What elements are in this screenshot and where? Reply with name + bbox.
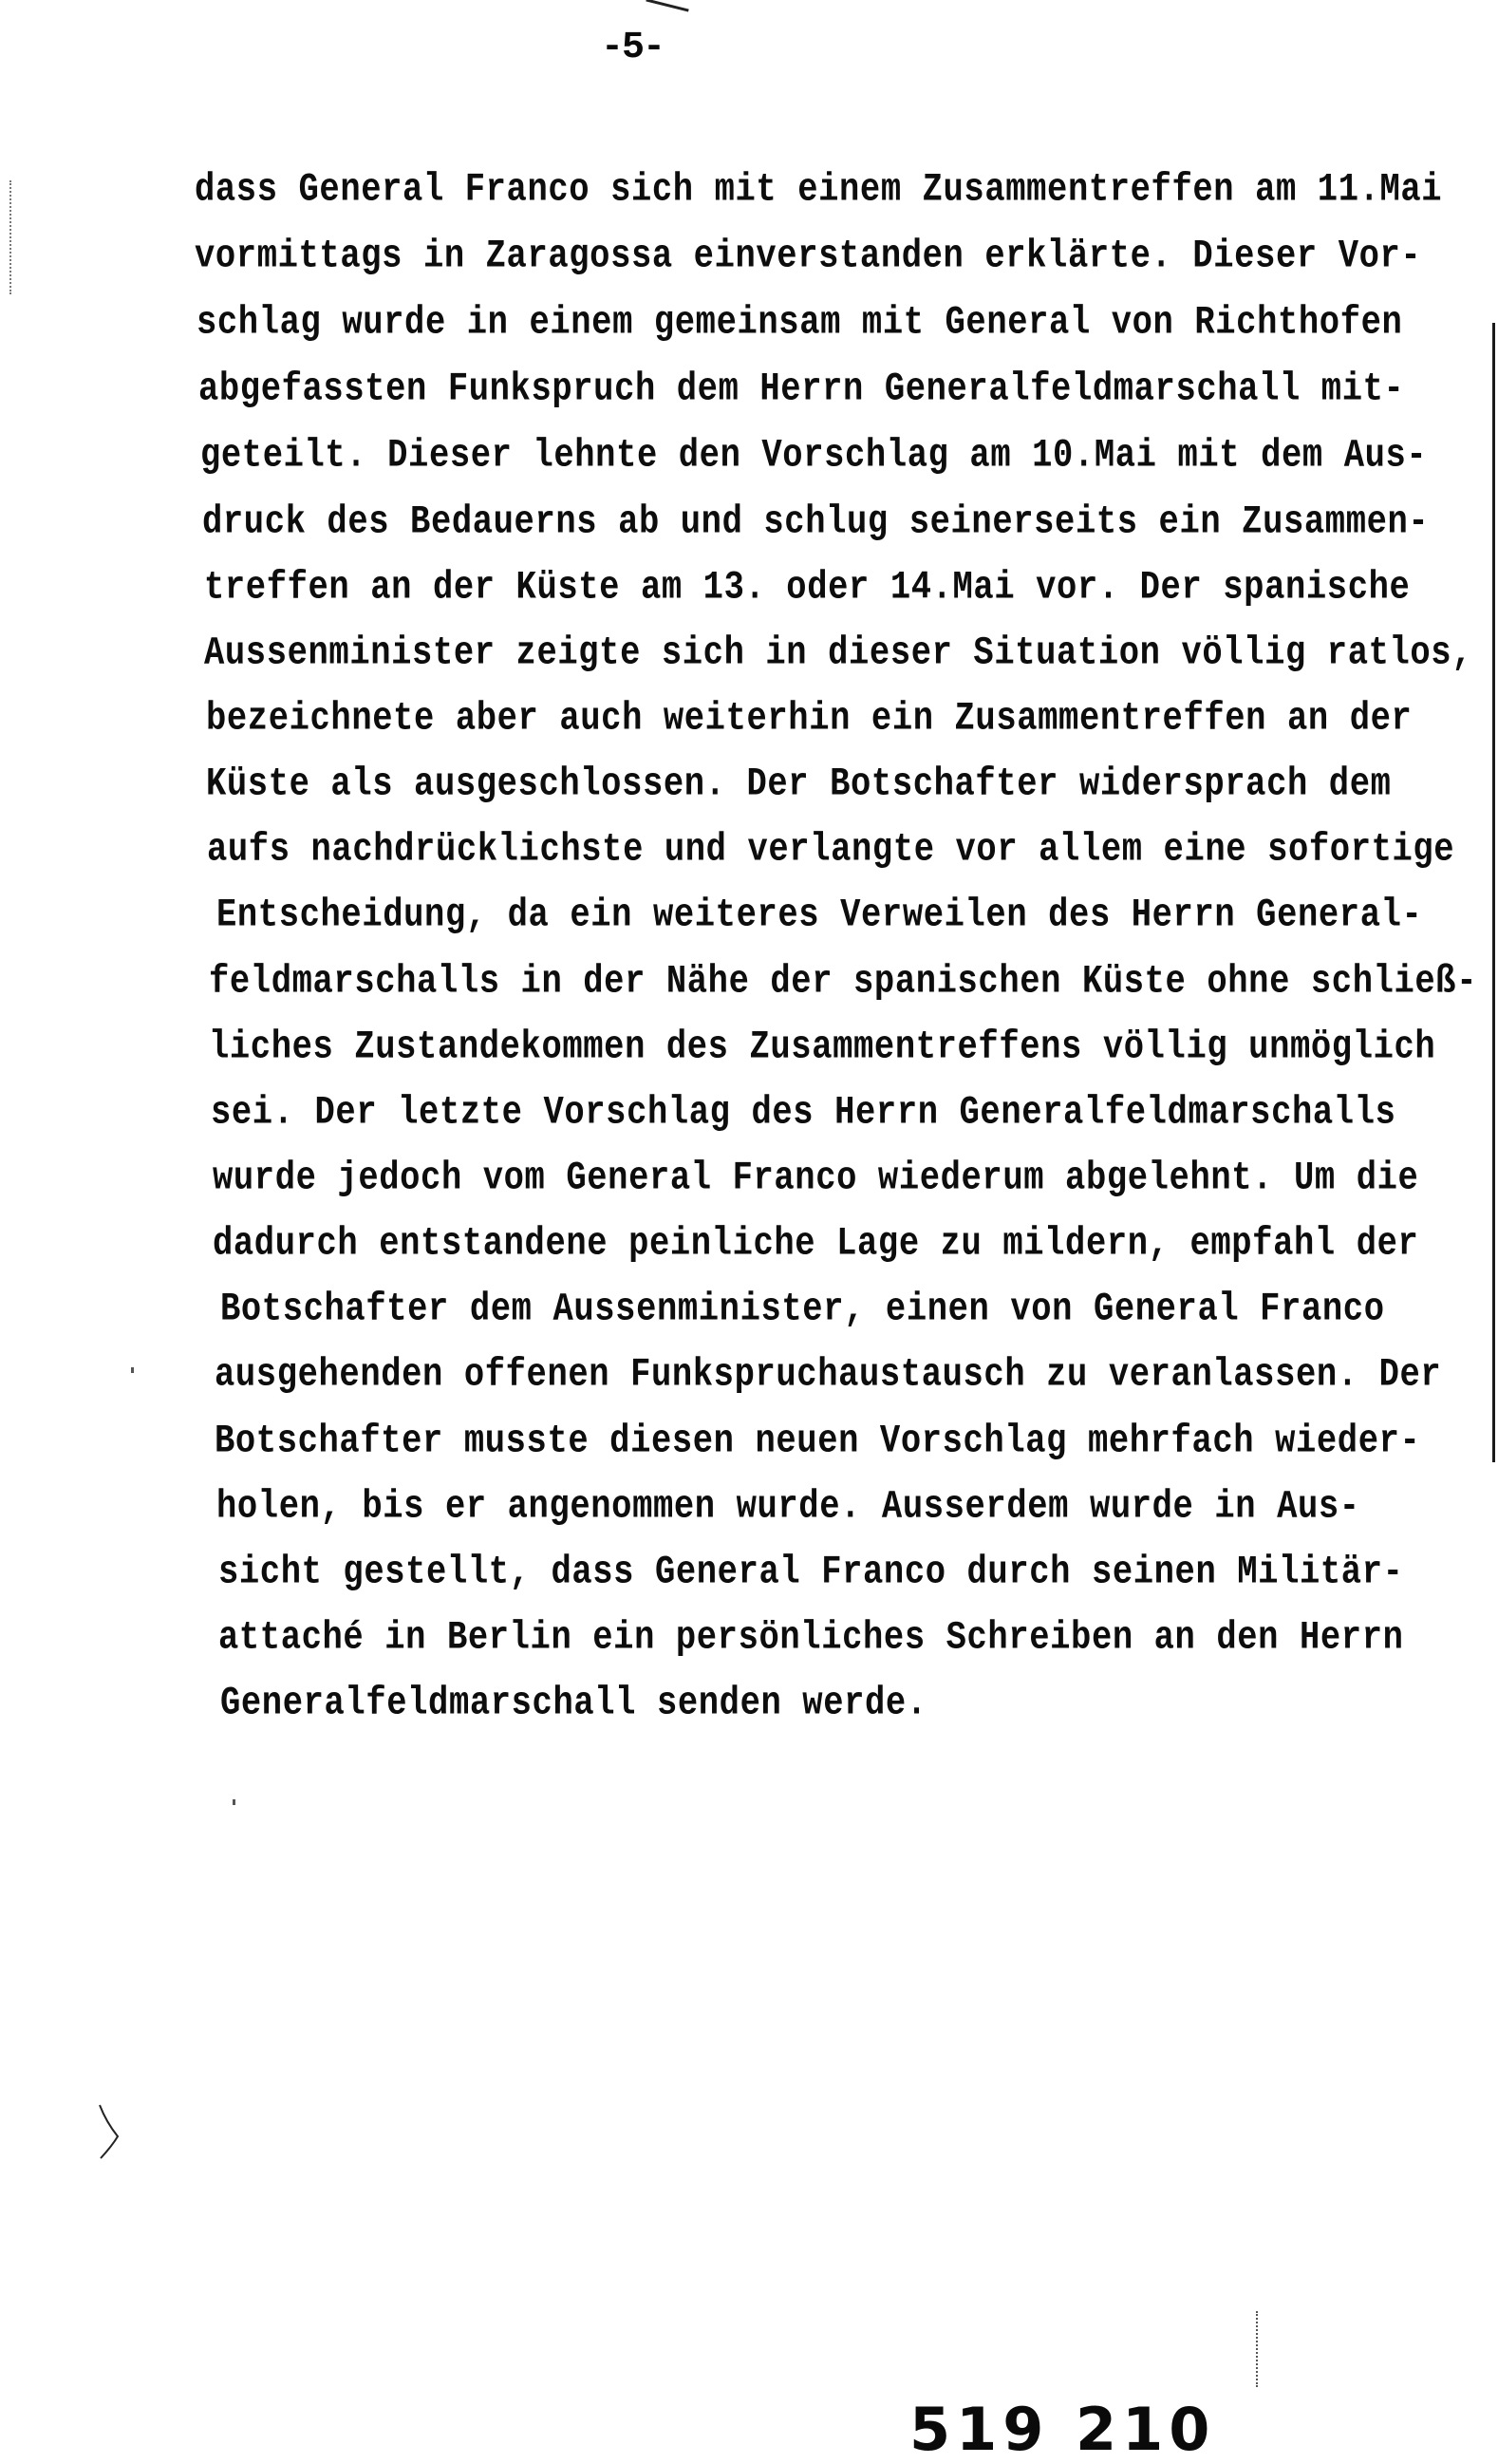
text-line: feldmarschalls in der Nähe der spanischen Küste ohne schließ- [209, 958, 1478, 1005]
text-line: vormittags in Zaragossa einverstanden erklärte. Dieser Vor- [195, 233, 1422, 279]
text-line: dadurch entstandene peinliche Lage zu mildern, empfahl der [213, 1220, 1419, 1267]
text-line: geteilt. Dieser lehnte den Vorschlag am 10.Mai mit dem Aus- [200, 432, 1428, 479]
pencil-mark [646, 0, 688, 12]
archive-stamp-number: 519 210 [909, 2395, 1216, 2464]
text-line: sicht gestellt, dass General Franco durch seinen Militär- [218, 1549, 1404, 1595]
text-line: Küste als ausgeschlossen. Der Botschafter widersprach dem [206, 761, 1392, 807]
text-line: druck des Bedauerns ab und schlug seinerseits ein Zusammen- [202, 498, 1430, 545]
text-line: bezeichnete aber auch weiterhin ein Zusammentreffen an der [206, 695, 1413, 742]
text-line: schlag wurde in einem gemeinsam mit General von Richthofen [197, 299, 1403, 346]
page-number: -5- [601, 27, 665, 69]
margin-pencil-stroke [95, 2103, 123, 2160]
scan-artifact-bottom [1256, 2311, 1260, 2387]
text-line: sei. Der letzte Vorschlag des Herrn Generalfeldmarschalls [211, 1089, 1396, 1136]
text-line: aufs nachdrücklichste und verlangte vor allem eine sofortige [207, 826, 1455, 873]
text-line: attaché in Berlin ein persönliches Schreiben an den Herrn [218, 1614, 1404, 1661]
text-line: Generalfeldmarschall senden werde. [220, 1680, 927, 1726]
text-line: treffen an der Küste am 13. oder 14.Mai vor. Der spanische [204, 564, 1411, 611]
text-line: ausgehenden offenen Funkspruchaustausch zu veranlassen. Der [215, 1351, 1442, 1398]
scan-artifact-left [9, 180, 15, 294]
scan-speck [233, 1799, 235, 1805]
text-line: Entscheidung, da ein weiteres Verweilen des Herrn General- [216, 892, 1423, 938]
text-line: Aussenminister zeigte sich in dieser Situation völlig ratlos, [204, 630, 1473, 676]
text-line: Botschafter musste diesen neuen Vorschlag mehrfach wieder- [215, 1418, 1421, 1464]
text-line: holen, bis er angenommen wurde. Ausserdem wurde in Aus- [216, 1483, 1360, 1530]
text-line: wurde jedoch vom General Franco wiederum abgelehnt. Um die [213, 1155, 1419, 1201]
text-line: abgefassten Funkspruch dem Herrn Generalfeldmarschall mit- [198, 366, 1405, 412]
text-line: liches Zustandekommen des Zusammentreffens völlig unmöglich [209, 1024, 1436, 1070]
text-line: Botschafter dem Aussenminister, einen von General Franco [220, 1286, 1385, 1332]
page-edge-line [1492, 323, 1495, 1462]
scan-speck [131, 1367, 134, 1373]
text-line: dass General Franco sich mit einem Zusammentreffen am 11.Mai [195, 166, 1443, 213]
